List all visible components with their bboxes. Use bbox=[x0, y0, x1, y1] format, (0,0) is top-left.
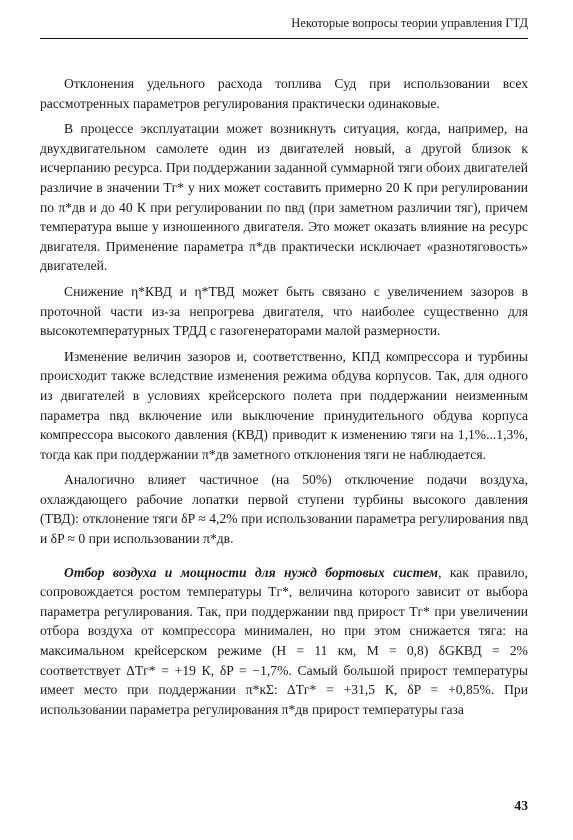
paragraph: Аналогично влияет частичное (на 50%) отключение подачи воздуха, охлаждающего рабочие лопатки первой ступени турбины высокого давления (ТВД): отклонение тяги δP ≈ 4,2% при использовании параметра регулирования nвд и δP ≈ 0 при использовании π*дв. bbox=[40, 472, 528, 547]
paragraph: Изменение величин зазоров и, соответственно, КПД компрессора и турбины происходит также вследствие изменения режима обдува корпусов. Так, для одного из двигателей в условиях крейсерского полета при поддержании неизменным параметра nвд включение или выключение принудительного обдува корпуса компрессора высокого давления (КВД) приводит к изменению тяги на 1,1%...1,3%, тогда как при поддержании π*дв заметного отклонения тяги не наблюдается. bbox=[40, 348, 528, 462]
page-header bbox=[40, 14, 528, 40]
page-number: 43 bbox=[514, 798, 528, 813]
running-head: Некоторые вопросы теории управления ГТД bbox=[291, 16, 528, 30]
paragraph-lead-in: Отбор воздуха и мощности для нужд бортовых систем bbox=[64, 564, 439, 580]
paragraph: В процессе эксплуатации может возникнуть ситуация, когда, например, на двухдвигательном самолете один из двигателей новый, а другой близок к исчерпанию ресурса. При поддержании заданной суммарной тяги обоих двигателей различие в значении Tг* у них может составить примерно 20 К при регулировании по π*дв и до 40 К при регулировании по nвд (при заметном различии тяг), причем температура выше у изношенного двигателя. Это может оказать влияние на ресурс двигателя. Применение параметра π*дв практически исключает «разнотяговость» двигателей. bbox=[40, 121, 528, 274]
paragraph bbox=[40, 563, 528, 720]
paragraph-text: , как правило, сопровождается ростом температуры Tг*, величина которого зависит от выбора параметра регулирования. Так, при поддержании nвд прирост Tг* при увеличении отбора воздуха от компрессора минимален, но при этом снижается тяга: на максимальном крейсерском режиме (H = 11 км, M = 0,8) δGКВД = 2% соответствует ΔTг* = +19 К, δP = −1,7%. Самый большой прирост температуры имеет место при поддержании π*кΣ: ΔTг* = +31,5 К, δP = +0,85%. При использовании параметра регулирования π*дв прирост температуры газа bbox=[40, 564, 528, 717]
paragraph: Снижение η*КВД и η*ТВД может быть связано с увеличением зазоров в проточной части из-за непрогрева двигателя, что наиболее существенно для высокотемпературных ТРДД с газогенераторами малой размерности. bbox=[40, 283, 528, 339]
body-text bbox=[40, 74, 528, 719]
paragraph: Отклонения удельного расхода топлива Cуд при использовании всех рассмотренных параметров регулирования практически одинаковые. bbox=[40, 76, 528, 111]
header-rule bbox=[40, 38, 528, 39]
